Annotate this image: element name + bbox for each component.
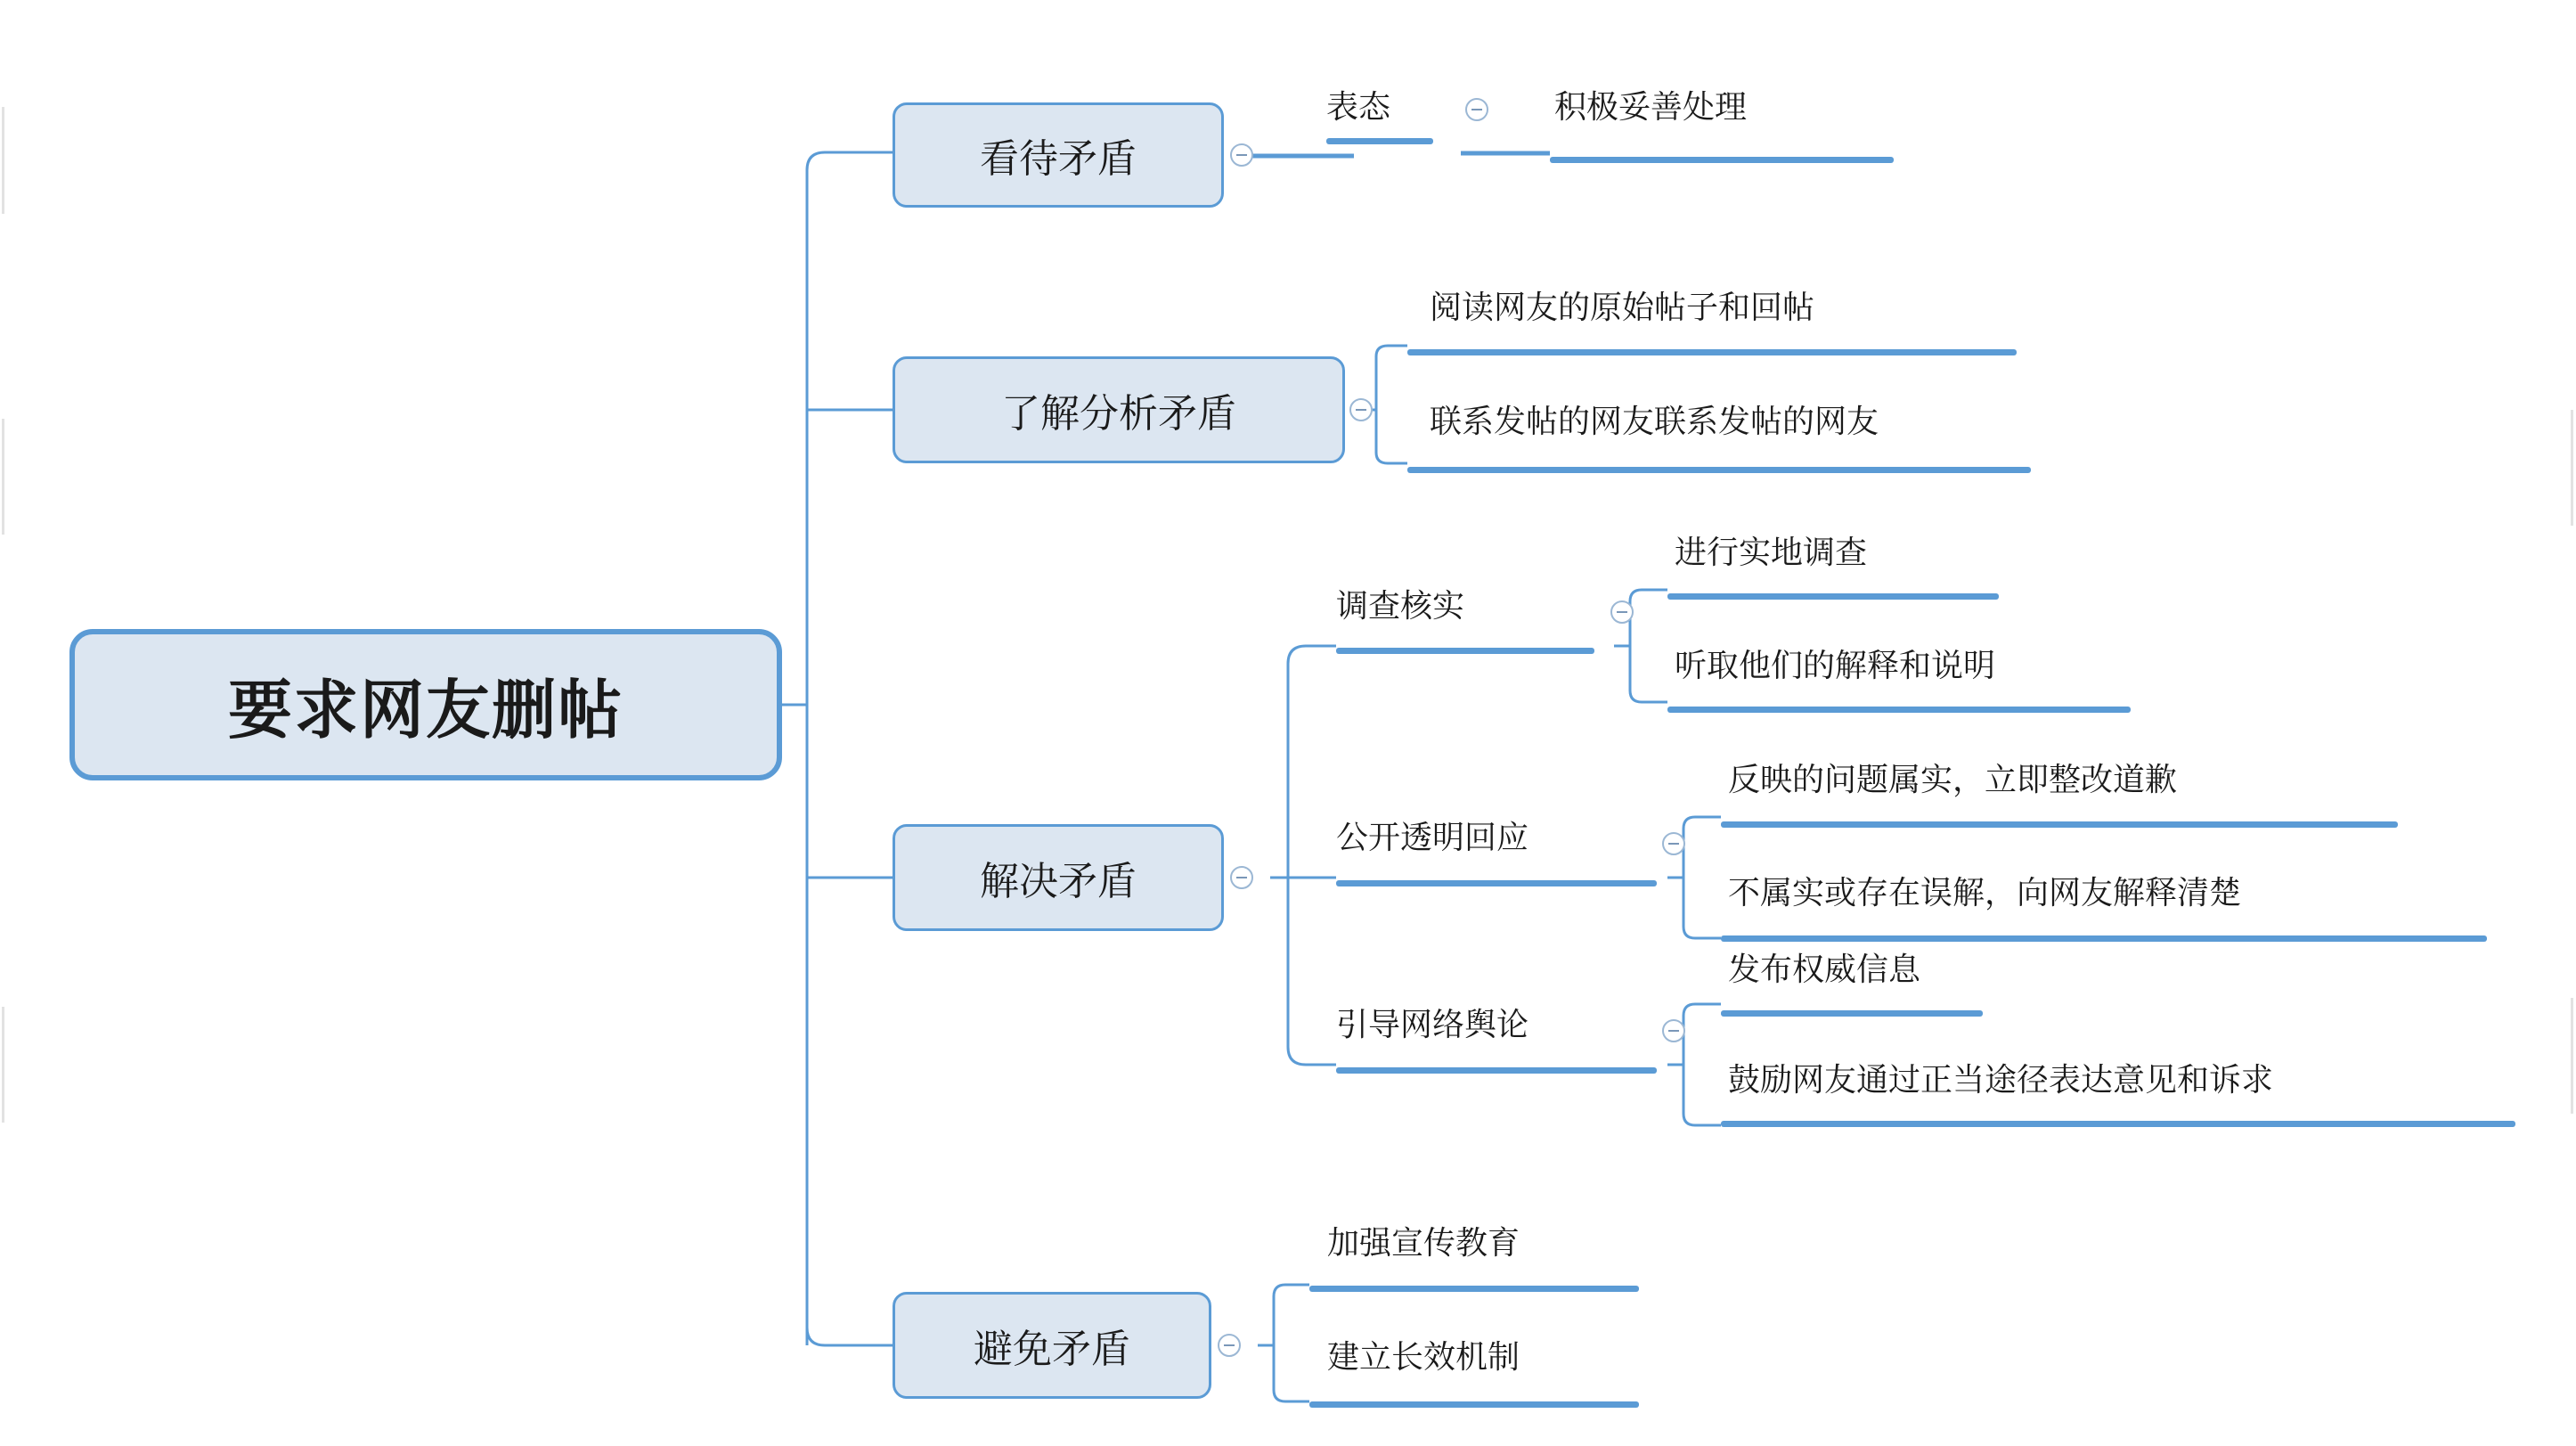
underline-tingqu-jieshi: [1667, 707, 2131, 713]
minus-icon-yindao-yulun[interactable]: [1662, 1019, 1685, 1042]
underline-guli-wangyou: [1721, 1121, 2515, 1127]
branch-node-1[interactable]: [893, 102, 1224, 208]
minus-icon-branch-1[interactable]: [1230, 143, 1253, 167]
underline-changxiao-jizhi: [1309, 1401, 1639, 1408]
node-tingqu-jieshi[interactable]: [1675, 648, 1995, 683]
page-edge-mark-right-top: [2571, 410, 2573, 526]
underline-shidi-diaocha: [1667, 593, 1999, 600]
minus-icon-diaocha-heshi[interactable]: [1610, 600, 1634, 624]
node-fabu-quanwei-label: 发布权威信息: [1728, 951, 1921, 987]
node-yuedu-tiezi[interactable]: [1430, 290, 1814, 325]
root-node[interactable]: [69, 629, 782, 780]
underline-fabu-quanwei: [1721, 1010, 1983, 1017]
page-edge-mark-left-top: [2, 107, 4, 214]
page-edge-mark-left-low: [2, 1007, 4, 1123]
branch-node-2[interactable]: [893, 356, 1345, 463]
underline-yuedu-tiezi: [1407, 349, 2017, 355]
node-diaocha-heshi[interactable]: [1336, 588, 1464, 624]
node-fabu-quanwei[interactable]: [1728, 952, 1920, 987]
node-biaotai-label: 表态: [1326, 88, 1391, 125]
branch-node-3[interactable]: [893, 824, 1224, 931]
node-jiaqiang-xuanchuan[interactable]: [1327, 1225, 1520, 1261]
node-biaotai[interactable]: [1326, 89, 1390, 125]
node-jiaqiang-xuanchuan-label: 加强宣传教育: [1327, 1224, 1520, 1261]
underline-yindao-yulun: [1336, 1067, 1657, 1074]
node-yindao-yulun-label: 引导网络舆论: [1336, 1006, 1529, 1042]
node-gongkai-huiying-label: 公开透明回应: [1336, 819, 1529, 855]
node-shidi-diaocha-label: 进行实地调查: [1675, 534, 1868, 570]
node-wenti-shushi-label: 反映的问题属实，立即整改道歉: [1728, 761, 2178, 797]
node-lianxi-fatie-label: 联系发帖的网友联系发帖的网友: [1430, 403, 1879, 439]
minus-icon-branch-2[interactable]: [1349, 398, 1373, 421]
branch-node-4-label: 避免矛盾: [974, 1328, 1130, 1371]
underline-jijituoshan: [1550, 157, 1894, 163]
node-jijituoshan[interactable]: [1554, 89, 1747, 125]
minus-icon-branch-4[interactable]: [1218, 1334, 1241, 1357]
page-edge-mark-left-mid: [2, 419, 4, 535]
underline-gongkai-huiying: [1336, 880, 1657, 886]
node-tingqu-jieshi-label: 听取他们的解释和说明: [1675, 647, 1996, 683]
node-diaocha-heshi-label: 调查核实: [1336, 587, 1465, 624]
node-guli-wangyou[interactable]: [1728, 1062, 2273, 1098]
node-jijituoshan-label: 积极妥善处理: [1554, 88, 1748, 125]
minus-icon-biaotai[interactable]: [1465, 98, 1488, 121]
minus-icon-gongkai-huiying[interactable]: [1662, 832, 1685, 855]
branch-node-2-label: 了解分析矛盾: [1001, 392, 1236, 436]
node-buzhushi-wujie-label: 不属实或存在误解，向网友解释清楚: [1728, 874, 2242, 911]
node-changxiao-jizhi-label: 建立长效机制: [1327, 1338, 1520, 1375]
underline-wenti-shushi: [1721, 821, 2398, 828]
root-node-label: 要求网友删帖: [227, 675, 624, 747]
underline-diaocha-heshi: [1336, 648, 1594, 654]
branch-node-4[interactable]: [893, 1292, 1211, 1399]
node-changxiao-jizhi[interactable]: [1327, 1339, 1520, 1375]
node-shidi-diaocha[interactable]: [1675, 535, 1867, 570]
node-lianxi-fatie[interactable]: [1430, 404, 1879, 439]
node-buzhushi-wujie[interactable]: [1728, 875, 2241, 911]
branch-node-1-label: 看待矛盾: [980, 137, 1137, 181]
underline-lianxi-fatie: [1407, 467, 2031, 473]
minus-icon-branch-3[interactable]: [1230, 866, 1253, 889]
page-edge-mark-right-low: [2571, 998, 2573, 1114]
node-wenti-shushi[interactable]: [1728, 762, 2177, 797]
node-yindao-yulun[interactable]: [1336, 1007, 1528, 1042]
underline-buzhushi-wujie: [1721, 935, 2487, 942]
underline-jiaqiang-xuanchuan: [1309, 1286, 1639, 1292]
node-gongkai-huiying[interactable]: [1336, 820, 1528, 855]
node-yuedu-tiezi-label: 阅读网友的原始帖子和回帖: [1430, 289, 1815, 325]
node-guli-wangyou-label: 鼓励网友通过正当途径表达意见和诉求: [1728, 1061, 2274, 1098]
underline-biaotai: [1326, 138, 1433, 144]
branch-node-3-label: 解决矛盾: [980, 860, 1137, 903]
